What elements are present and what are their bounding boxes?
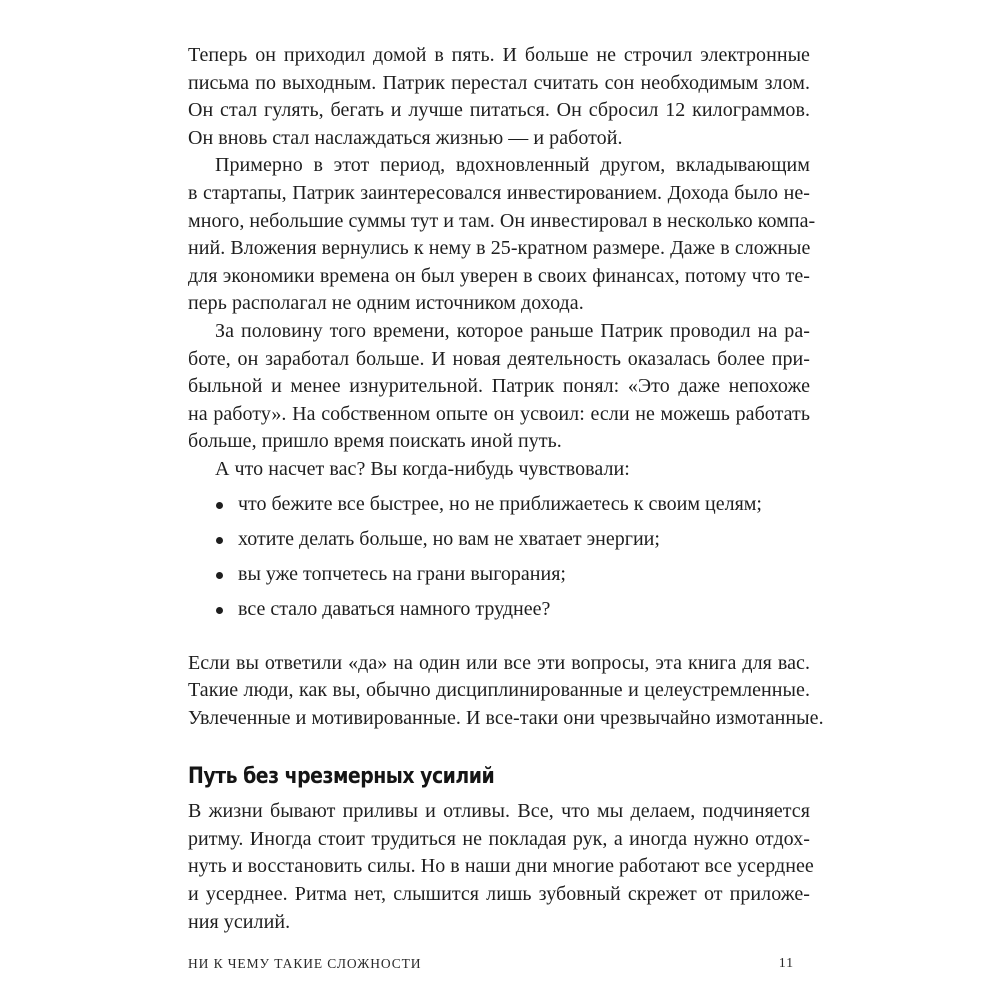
list-item-text: вы уже топчетесь на грани выгорания; <box>238 563 566 586</box>
text-line: на работу». На собственном опыте он усвоил: если не можешь работать <box>188 402 810 425</box>
text-line: В жизни бывают приливы и отливы. Все, что мы делаем, подчиняется <box>188 800 810 823</box>
paragraph-4 <box>188 456 810 484</box>
list-item-text: что бежите все быстрее, но не приближаетесь к своим целям; <box>238 493 762 516</box>
list-item <box>188 593 810 628</box>
text-line: письма по выходным. Патрик перестал считать сон необходимым злом. <box>188 71 810 94</box>
list-item <box>188 558 810 593</box>
bullet-list <box>188 488 810 628</box>
text-line: Примерно в этот период, вдохновленный другом, вкладывающим <box>215 154 810 177</box>
list-item <box>188 488 810 523</box>
bullet-icon <box>216 502 223 509</box>
text-line: Такие люди, как вы, обычно дисциплинированные и целеустремленные. <box>188 679 810 702</box>
page-body <box>188 42 824 936</box>
page-footer <box>188 956 794 976</box>
page-number: 11 <box>778 956 794 971</box>
list-item-text: хотите делать больше, но вам не хватает энергии; <box>238 528 660 551</box>
text-line: За половину того времени, которое раньше Патрик проводил на ра- <box>215 319 810 342</box>
text-line: Увлеченные и мотивированные. И все-таки они чрезвычайно измотанные. <box>188 706 824 729</box>
paragraph-2 <box>188 152 816 318</box>
section-heading: Путь без чрезмерных усилий <box>188 764 495 790</box>
running-title: НИ К ЧЕМУ ТАКИЕ СЛОЖНОСТИ <box>188 956 422 971</box>
text-line: боте, он заработал больше. И новая деятельность оказалась более при- <box>188 347 810 370</box>
paragraph-3 <box>188 318 810 456</box>
bullet-icon <box>216 572 223 579</box>
text-line: быльной и менее изнурительной. Патрик понял: «Это даже непохоже <box>188 375 810 398</box>
text-line: Он вновь стал наслаждаться жизнью — и работой. <box>188 126 623 149</box>
list-item <box>188 523 810 558</box>
text-line: А что насчет вас? Вы когда-нибудь чувствовали: <box>215 457 630 480</box>
text-line: в стартапы, Патрик заинтересовался инвестированием. Дохода было не- <box>188 181 810 204</box>
list-item-text: все стало даваться намного труднее? <box>238 598 551 621</box>
text-line: нуть и восстановить силы. Но в наши дни многие работают все усерднее <box>188 855 814 878</box>
text-line: ния усилий. <box>188 910 291 933</box>
bullet-icon <box>216 607 223 614</box>
text-line: больше, пришло время поискать иной путь. <box>188 430 562 453</box>
text-line: Он стал гулять, бегать и лучше питаться. Он сбросил 12 килограммов. <box>188 99 810 122</box>
text-line: ний. Вложения вернулись к нему в 25-кратном размере. Даже в сложные <box>188 237 811 260</box>
text-line: много, небольшие суммы тут и там. Он инвестировал в несколько компа- <box>188 209 816 232</box>
text-line: перь располагал не одним источником дохода. <box>188 292 584 315</box>
text-line: ритму. Иногда стоит трудиться не покладая рук, а иногда нужно отдох- <box>188 827 810 850</box>
text-line: Если вы ответили «да» на один или все эти вопросы, эта книга для вас. <box>188 651 810 674</box>
text-line: и усерднее. Ритма нет, слышится лишь зубовный скрежет от приложе- <box>188 883 810 906</box>
text-line: для экономики времена он был уверен в своих финансах, потому что те- <box>188 264 810 287</box>
paragraph-after-heading <box>188 798 814 936</box>
text-line: Теперь он приходил домой в пять. И больше не строчил электронные <box>188 44 810 66</box>
spacer <box>188 628 810 650</box>
paragraph-after-list <box>188 650 824 733</box>
bullet-icon <box>216 537 223 544</box>
paragraph-1 <box>188 42 810 152</box>
